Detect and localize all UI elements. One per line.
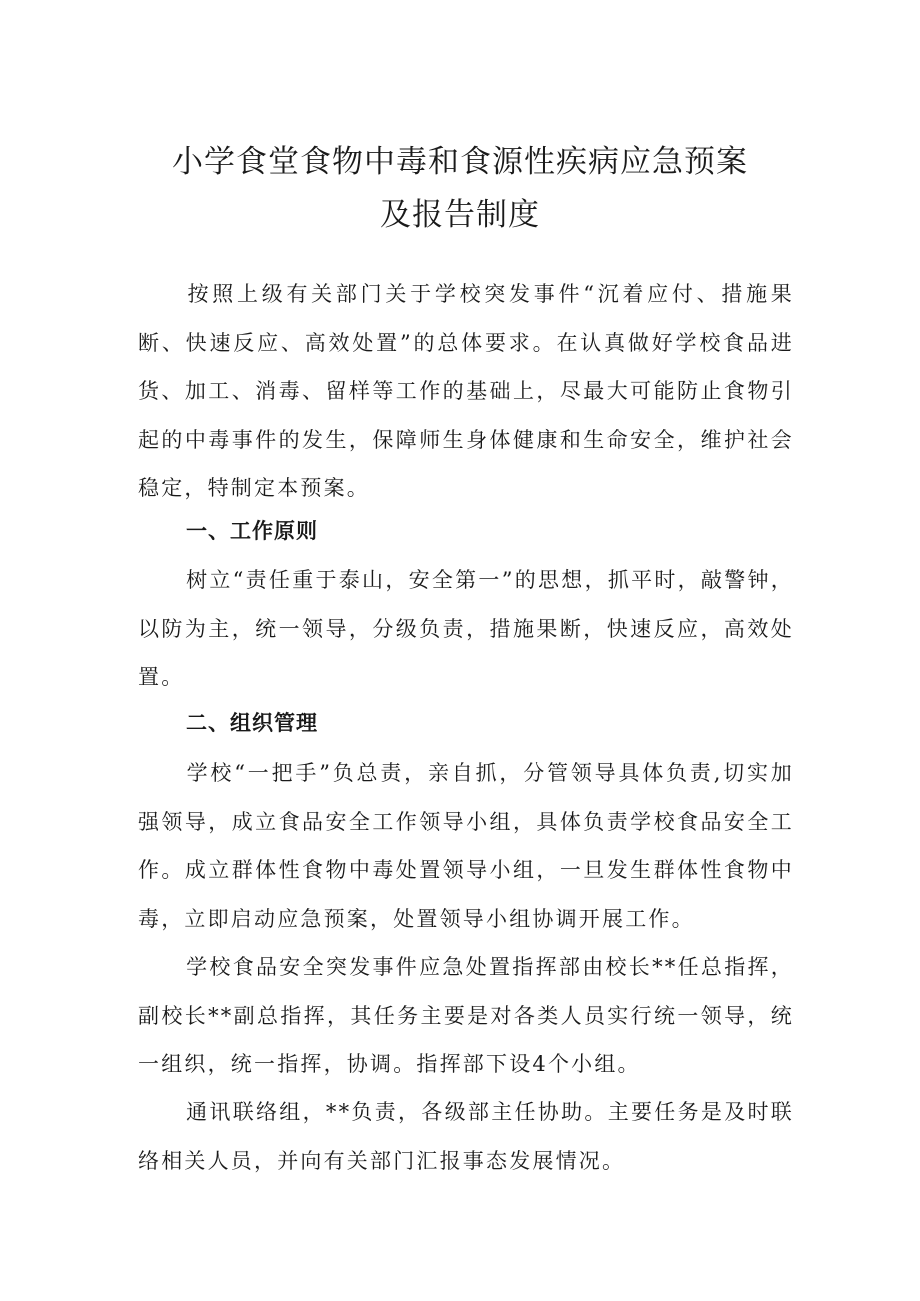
communication-group-paragraph <box>138 1088 794 1185</box>
organization-paragraph-text: 学校“一把手”负总责，亲自抓，分管领导具体负责,切实加强领导，成立食品安全工作领导小组，具体负责学校食品安全工作。成立群体性食物中毒处置领导小组，一旦发生群体性食物中毒，立即启动应急预案，处置领导小组协调开展工作。 <box>138 761 794 931</box>
document-title-line-2: 及报告制度 <box>380 197 540 233</box>
principles-paragraph-text: 树立“责任重于泰山，安全第一”的思想，抓平时，敲警钟，以防为主，统一领导，分级负责，措施果断，快速反应，高效处置。 <box>138 568 794 689</box>
communication-group-paragraph-text: 通讯联络组，**负责，各级部主任协助。主要任务是及时联络相关人员，并向有关部门汇报事态发展情况。 <box>138 1100 794 1173</box>
document-title-line-1: 小学食堂食物中毒和食源性疾病应急预案 <box>172 144 748 180</box>
command-paragraph-text: 学校食品安全突发事件应急处置指挥部由校长**任总指挥，副校长**副总指挥，其任务主要是对各类人员实行统一领导，统一组织，统一指挥，协调。指挥部下设4个小组。 <box>138 955 794 1076</box>
intro-paragraph <box>138 270 794 513</box>
command-paragraph <box>138 943 794 1089</box>
intro-paragraph-text: 按照上级有关部门关于学校突发事件“沉着应付、措施果断、快速反应、高效处置”的总体要求。在认真做好学校食品进货、加工、消毒、留样等工作的基础上，尽最大可能防止食物引起的中毒事件的发生，保障师生身体健康和生命安全，维护社会稳定，特制定本预案。 <box>138 282 794 500</box>
principles-paragraph <box>138 556 794 702</box>
section-heading-organization: 二、组织管理 <box>186 711 318 735</box>
section-heading-principles: 一、工作原则 <box>186 519 318 543</box>
organization-paragraph <box>138 749 794 943</box>
